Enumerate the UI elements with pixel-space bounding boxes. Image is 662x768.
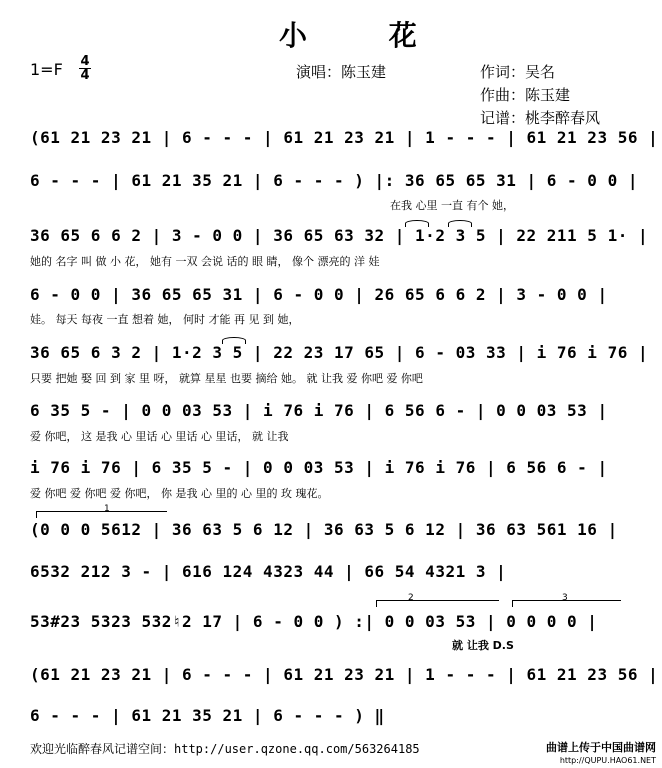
- lyric-line: 娃。 每天 每夜 一直 想着 她， 何时 才能 再 见 到 她，: [30, 313, 300, 326]
- song-title: 小 花: [279, 19, 453, 52]
- watermark-stamp: [546, 741, 656, 767]
- footer-text: 欢迎光临醉春风记谱空间：http://user.qzone.qq.com/563264185: [30, 742, 420, 756]
- tie-mark: [222, 337, 246, 344]
- time-signature-bottom: 4: [80, 68, 90, 83]
- lyric-line: 在我 心里 一直 有个 她，: [390, 199, 514, 212]
- lyric-line: 她的 名字 叫 做 小 花， 她有 一双 会说 话的 眼 睛， 像个 漂亮的 洋 娃: [30, 255, 380, 268]
- lyric-line: 爱 你吧 爱 你吧 爱 你吧， 你 是我 心 里的 心 里的 玫 瑰花。: [30, 487, 329, 500]
- score-line: i 76 i 76 | 6 35 5 - | 0 0 03 53 | i 76 i 76 | 6 56 6 - |: [30, 458, 608, 477]
- watermark-line-2: http://QUPU.HAO61.NET: [559, 756, 656, 765]
- tie-mark: [448, 220, 472, 227]
- time-signature: [78, 55, 92, 82]
- watermark-line-1: 曲谱上传于中国曲谱网: [546, 741, 656, 754]
- lyric-line: 就 让我 D.S: [452, 639, 514, 652]
- tie-mark: [405, 220, 429, 227]
- score-line: (61 21 23 21 | 6 - - - | 61 21 23 21 | 1 - - - | 61 21 23 56 |: [30, 128, 659, 147]
- score-line: 6 - - - | 61 21 35 21 | 6 - - - ) |: 36 65 65 31 | 6 - 0 0 |: [30, 171, 638, 190]
- score-line: (61 21 23 21 | 6 - - - | 61 21 23 21 | 1 - - - | 61 21 23 56 |: [30, 665, 659, 684]
- volta-number-3: 3: [562, 593, 568, 603]
- lyricist-credit: 作词：吴名: [480, 63, 556, 81]
- key-signature: 1=F: [30, 60, 63, 79]
- volta-number-2: 2: [408, 593, 414, 603]
- score-line: 6 - - - | 61 21 35 21 | 6 - - - ) ‖: [30, 706, 385, 725]
- score-line: 53#23 5323 532♮2 17 | 6 - 0 0 ) :| 0 0 03 53 | 0 0 0 0 |: [30, 612, 598, 631]
- volta-number-1: 1: [104, 504, 110, 514]
- notation-credit: 记谱：桃李醉春风: [480, 109, 601, 127]
- lyric-line: 只要 把她 娶 回 到 家 里 呀， 就算 星星 也要 摘给 她。 就 让我 爱 你吧 爱 你吧: [30, 372, 423, 385]
- lyric-line: 爱 你吧， 这 是我 心 里话 心 里话 心 里话， 就 让我: [30, 430, 289, 443]
- composer-credit: 作曲：陈玉建: [480, 86, 571, 104]
- singer-credit: 演唱：陈玉建: [296, 63, 387, 81]
- score-line: 36 65 6 6 2 | 3 - 0 0 | 36 65 63 32 | 1·2 3 5 | 22 211 5 1· |: [30, 226, 649, 245]
- time-signature-top: 4: [80, 54, 90, 69]
- score-line: 36 65 6 3 2 | 1·2 3 5 | 22 23 17 65 | 6 - 03 33 | i 76 i 76 |: [30, 343, 649, 362]
- score-line: (0 0 0 5612 | 36 63 5 6 12 | 36 63 5 6 12 | 36 63 561 16 |: [30, 520, 618, 539]
- score-line: 6 - 0 0 | 36 65 65 31 | 6 - 0 0 | 26 65 6 6 2 | 3 - 0 0 |: [30, 285, 608, 304]
- score-line: 6 35 5 - | 0 0 03 53 | i 76 i 76 | 6 56 6 - | 0 0 03 53 |: [30, 401, 608, 420]
- volta-bracket-2: [376, 600, 499, 607]
- volta-bracket-1: [36, 511, 167, 518]
- score-line: 6532 212 3 - | 616 124 4323 44 | 66 54 4321 3 |: [30, 562, 507, 581]
